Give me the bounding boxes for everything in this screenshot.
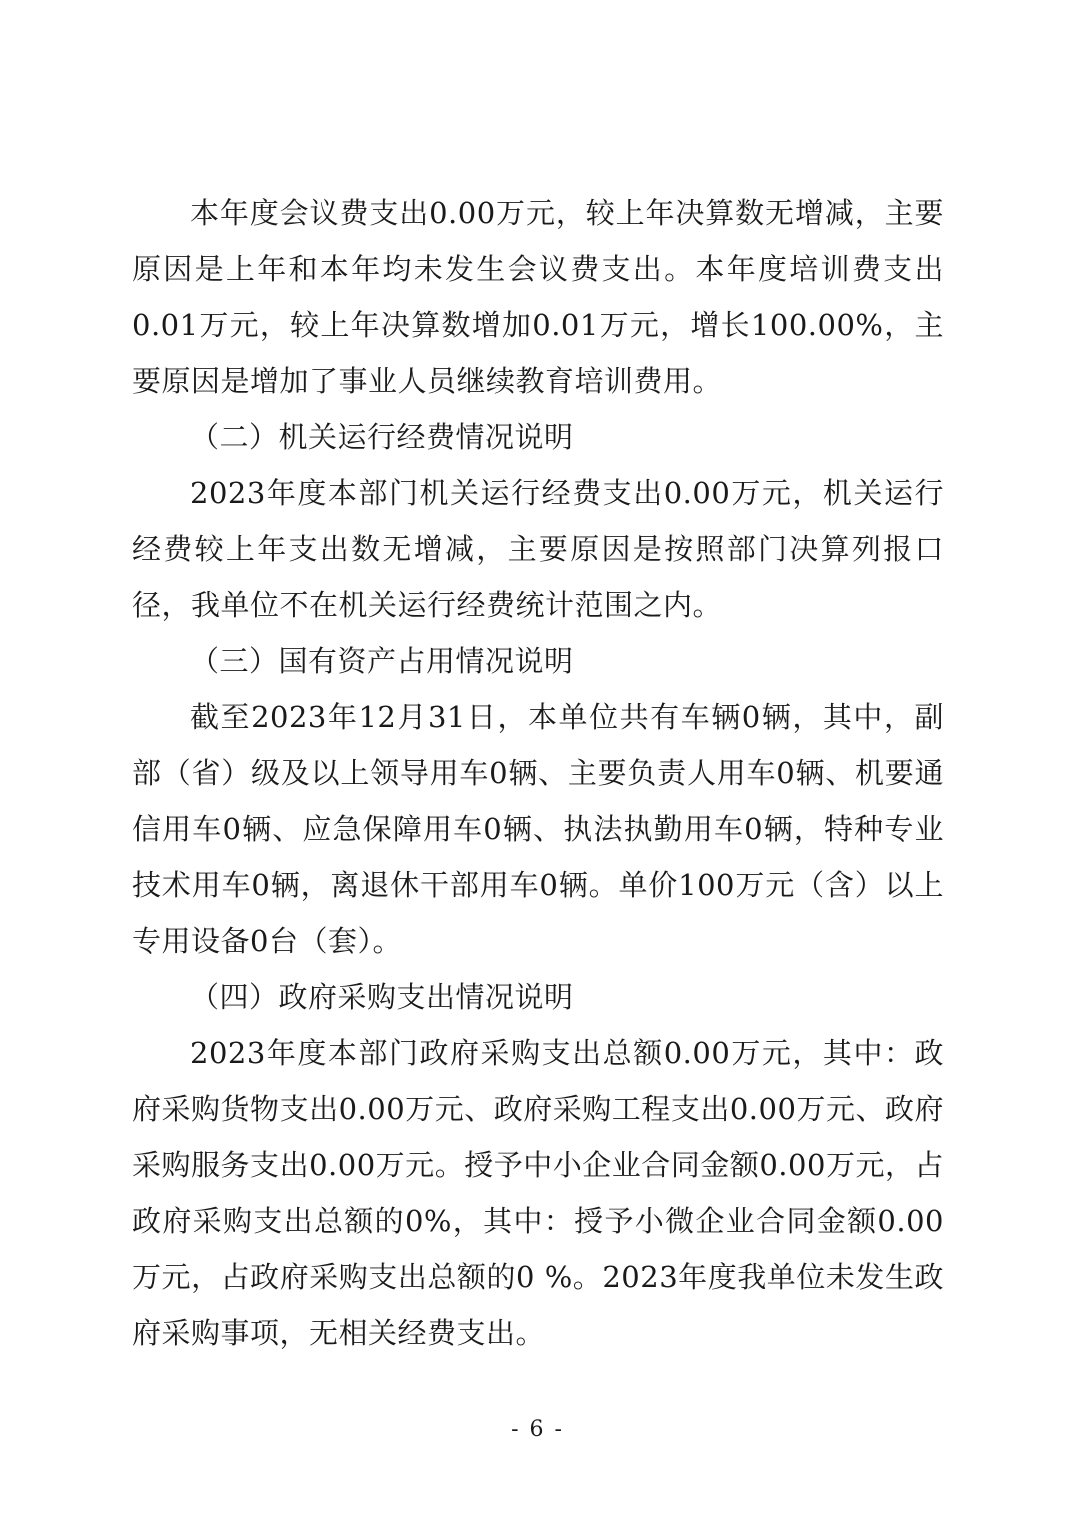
document-body [132, 185, 944, 1361]
paragraph-meeting-training-expenses: 本年度会议费支出0.00万元，较上年决算数无增减，主要原因是上年和本年均未发生会议费支出。本年度培训费支出0.01万元，较上年决算数增加0.01万元，增长100.00%，主要原因是增加了事业人员继续教育培训费用。 [132, 196, 944, 398]
section-heading-state-assets: （三）国有资产占用情况说明 [190, 644, 574, 678]
section-heading-operating-expenses: （二）机关运行经费情况说明 [190, 420, 574, 454]
page-number: - 6 - [511, 1417, 564, 1442]
paragraph-state-assets: 截至2023年12月31日，本单位共有车辆0辆，其中，副部（省）级及以上领导用车0辆、主要负责人用车0辆、机要通信用车0辆、应急保障用车0辆、执法执勤用车0辆，特种专业技术用车0辆，离退休干部用车0辆。单价100万元（含）以上专用设备0台（套）。 [132, 700, 944, 958]
paragraph-government-procurement: 2023年度本部门政府采购支出总额0.00万元，其中：政府采购货物支出0.00万元、政府采购工程支出0.00万元、政府采购服务支出0.00万元。授予中小企业合同金额0.00万元，占政府采购支出总额的0%，其中：授予小微企业合同金额0.00万元，占政府采购支出总额的0 %。2023年度我单位未发生政府采购事项，无相关经费支出。 [132, 1036, 944, 1350]
paragraph-operating-expenses: 2023年度本部门机关运行经费支出0.00万元，机关运行经费较上年支出数无增减，主要原因是按照部门决算列报口径，我单位不在机关运行经费统计范围之内。 [132, 476, 944, 622]
section-heading-government-procurement: （四）政府采购支出情况说明 [190, 980, 574, 1014]
